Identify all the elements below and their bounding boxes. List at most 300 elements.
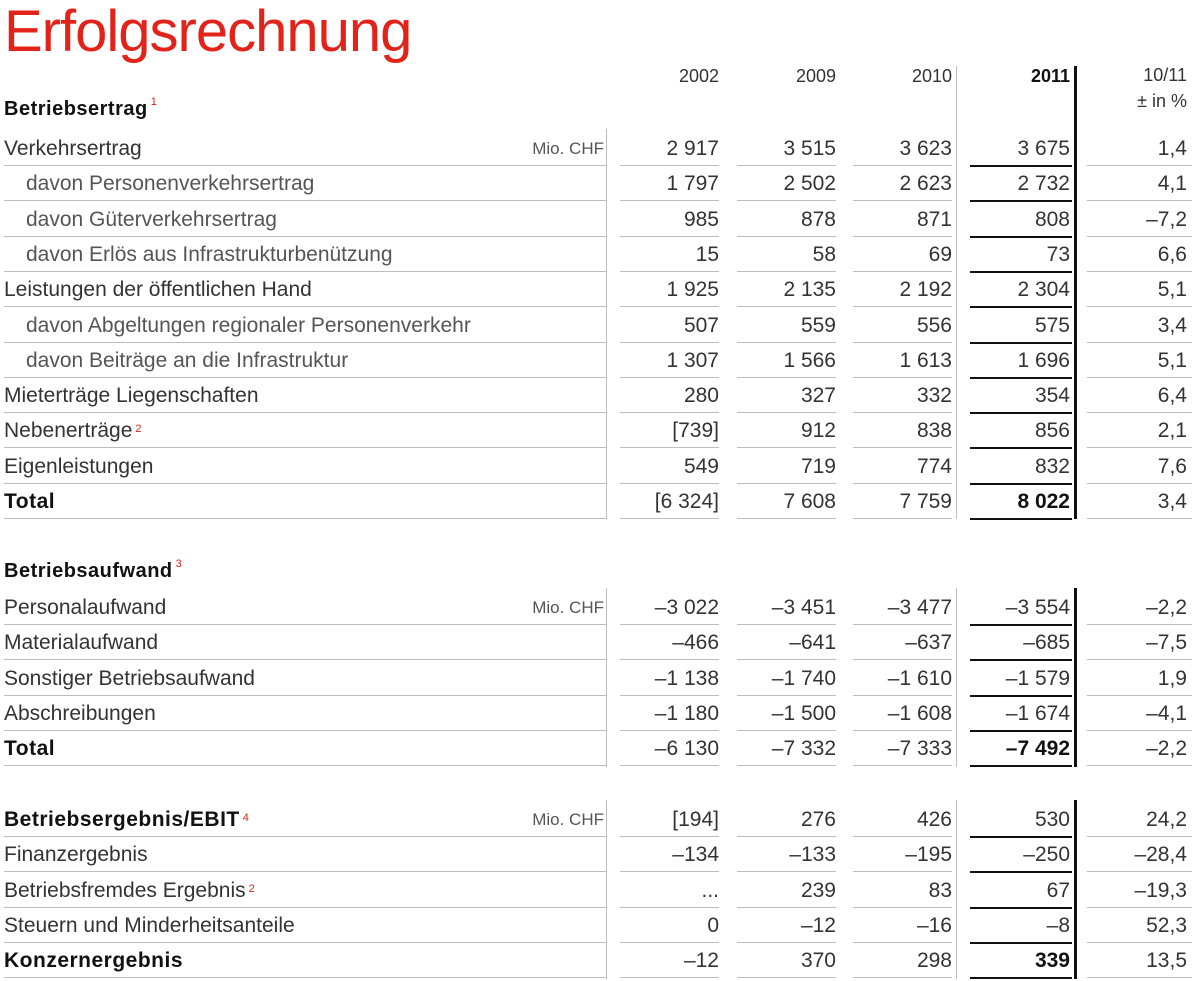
row-divider [620, 200, 719, 201]
cell-v2011: 67 [1046, 879, 1070, 902]
row-label-text: Total [4, 490, 56, 513]
row-divider [737, 659, 836, 660]
row-divider [853, 271, 952, 272]
column-header-2002: 2002 [678, 66, 719, 86]
cell-v2010: 426 [916, 808, 952, 831]
row-label-text: Materialaufwand [4, 631, 159, 654]
cell-v2002: –3 022 [654, 596, 719, 619]
row-divider [737, 377, 836, 378]
cell-v2002: 2 917 [666, 137, 719, 160]
row-divider [853, 977, 952, 978]
cell-v2002: 549 [683, 455, 719, 478]
row-label-text: Steuern und Minderheitsanteile [4, 914, 295, 937]
cell-v2009: –641 [789, 631, 836, 654]
column-header-2009: 2009 [795, 66, 836, 86]
cell-chg: 24,2 [1146, 808, 1187, 831]
row-divider [970, 271, 1072, 273]
cell-v2011: –685 [1023, 631, 1070, 654]
table-row [0, 908, 1197, 943]
row-divider [620, 907, 719, 908]
row-divider [970, 342, 1072, 344]
row-divider [853, 236, 952, 237]
table-row [0, 308, 1197, 343]
row-divider [853, 165, 952, 166]
row-divider [620, 518, 719, 519]
cell-chg: –19,3 [1134, 879, 1187, 902]
row-divider [620, 306, 719, 307]
table-row [0, 661, 1197, 696]
row-divider [620, 377, 719, 378]
cell-v2011: 575 [1034, 314, 1070, 337]
row-divider [737, 695, 836, 696]
row-divider [970, 518, 1072, 520]
cell-v2002: 1 307 [666, 349, 719, 372]
cell-v2011: 856 [1034, 419, 1070, 442]
cell-chg: 7,6 [1157, 455, 1187, 478]
row-divider [853, 377, 952, 378]
cell-v2009: –1 500 [771, 702, 836, 725]
cell-v2009: –7 332 [771, 737, 836, 760]
change-header-line2: ± in % [1137, 91, 1187, 111]
row-divider [1087, 483, 1192, 484]
row-divider [4, 695, 606, 696]
unit-label: Mio. CHF [532, 139, 604, 158]
row-divider [737, 412, 836, 413]
row-divider [970, 306, 1072, 308]
row-label [4, 590, 166, 624]
column-divider [956, 800, 957, 979]
cell-v2002: ... [701, 879, 719, 902]
row-divider [4, 871, 606, 872]
row-label [4, 661, 255, 695]
cell-v2010: –195 [905, 843, 952, 866]
cell-v2002: 507 [683, 314, 719, 337]
row-divider [4, 907, 606, 908]
row-divider [1087, 200, 1192, 201]
row-divider [620, 695, 719, 696]
row-divider [1087, 907, 1192, 908]
cell-v2009: 370 [800, 949, 836, 972]
row-divider [970, 377, 1072, 379]
cell-v2002: 280 [683, 384, 719, 407]
column-divider [956, 129, 957, 519]
unit-label: Mio. CHF [532, 810, 604, 829]
row-divider [1087, 977, 1192, 978]
cell-v2009: 7 608 [783, 490, 836, 513]
cell-v2010: 83 [928, 879, 952, 902]
row-divider [1087, 765, 1192, 766]
row-divider [970, 942, 1072, 944]
column-divider [1074, 66, 1077, 130]
row-divider [970, 907, 1072, 909]
row-label-text: Verkehrsertrag [4, 137, 142, 160]
cell-chg: 13,5 [1146, 949, 1187, 972]
row-divider [853, 200, 952, 201]
row-divider [620, 236, 719, 237]
cell-v2009: –12 [800, 914, 836, 937]
cell-v2010: –637 [905, 631, 952, 654]
row-divider [1087, 518, 1192, 519]
cell-chg: 3,4 [1157, 314, 1187, 337]
footnote-marker: 4 [242, 812, 249, 824]
cell-v2011: 1 696 [1017, 349, 1070, 372]
cell-chg: 6,6 [1157, 243, 1187, 266]
row-label-text: Finanzergebnis [4, 843, 148, 866]
table-row [0, 237, 1197, 272]
cell-chg: 1,9 [1157, 667, 1187, 690]
section-title-text: Betriebsaufwand [4, 560, 173, 582]
table-row [0, 449, 1197, 484]
section-title-betriebsertrag [4, 98, 157, 121]
row-divider [4, 942, 606, 943]
cell-chg: 5,1 [1157, 349, 1187, 372]
row-divider [970, 836, 1072, 838]
row-divider [1087, 836, 1192, 837]
row-divider [853, 624, 952, 625]
row-divider [4, 659, 606, 660]
row-divider [4, 236, 606, 237]
row-divider [853, 695, 952, 696]
cell-v2010: 2 623 [899, 172, 952, 195]
row-divider [853, 342, 952, 343]
column-divider [956, 588, 957, 767]
cell-v2002: –466 [672, 631, 719, 654]
cell-v2011: 832 [1034, 455, 1070, 478]
row-divider [970, 447, 1072, 449]
row-divider [4, 624, 606, 625]
row-label-text: Personalaufwand [4, 596, 167, 619]
cell-v2011: 2 732 [1017, 172, 1070, 195]
row-divider [737, 871, 836, 872]
cell-v2010: 298 [916, 949, 952, 972]
cell-v2011: –1 579 [1005, 667, 1070, 690]
row-divider [4, 377, 606, 378]
row-divider [620, 624, 719, 625]
row-divider [970, 412, 1072, 414]
row-divider [737, 836, 836, 837]
row-divider [1087, 624, 1192, 625]
cell-v2010: 7 759 [899, 490, 952, 513]
row-label-text: Mieterträge Liegenschaften [4, 384, 259, 407]
change-header-line1: 10/11 [1143, 65, 1187, 85]
row-divider [853, 942, 952, 943]
row-divider [4, 200, 606, 201]
row-divider [737, 730, 836, 731]
table-row [0, 802, 1197, 837]
row-divider [737, 907, 836, 908]
cell-chg: 52,3 [1146, 914, 1187, 937]
cell-v2009: 2 502 [783, 172, 836, 195]
row-divider [4, 977, 606, 978]
table-row [0, 873, 1197, 908]
row-label-text: davon Personenverkehrsertrag [26, 172, 315, 195]
row-divider [737, 483, 836, 484]
column-header-2011: 2011 [1030, 66, 1070, 86]
cell-chg: –7,5 [1146, 631, 1187, 654]
row-label [4, 943, 183, 977]
cell-v2010: 774 [916, 455, 952, 478]
cell-chg: –2,2 [1146, 596, 1187, 619]
table-row [0, 413, 1197, 448]
row-divider [1087, 342, 1192, 343]
cell-chg: 2,1 [1157, 419, 1187, 442]
row-label [4, 449, 153, 483]
row-label [4, 413, 142, 447]
row-divider [1087, 942, 1192, 943]
column-divider [606, 588, 607, 767]
row-label [26, 237, 393, 271]
row-divider [1087, 730, 1192, 731]
row-divider [4, 836, 606, 837]
row-divider [737, 518, 836, 519]
table-row [0, 625, 1197, 660]
row-label-text: Leistungen der öffentlichen Hand [4, 278, 312, 301]
row-label-text: Sonstiger Betriebsaufwand [4, 667, 255, 690]
row-label [4, 484, 55, 518]
table-row [0, 272, 1197, 307]
row-label-text: davon Güterverkehrsertrag [26, 208, 277, 231]
row-divider [1087, 271, 1192, 272]
cell-v2009: –133 [789, 843, 836, 866]
cell-v2011: 3 675 [1017, 137, 1070, 160]
row-label [4, 837, 148, 871]
row-divider [620, 412, 719, 413]
page-title: Erfolgsrechnung [4, 0, 412, 64]
row-divider [1087, 659, 1192, 660]
row-divider [1087, 236, 1192, 237]
cell-v2009: 2 135 [783, 278, 836, 301]
row-divider [620, 483, 719, 484]
row-label [4, 625, 158, 659]
row-divider [737, 942, 836, 943]
table-row [0, 202, 1197, 237]
cell-v2002: 985 [683, 208, 719, 231]
row-divider [620, 977, 719, 978]
footnote-marker: 1 [150, 96, 157, 108]
cell-v2010: –3 477 [887, 596, 952, 619]
cell-v2010: 1 613 [899, 349, 952, 372]
cell-chg: –7,2 [1146, 208, 1187, 231]
row-divider [620, 659, 719, 660]
row-divider [620, 942, 719, 943]
cell-v2002: [739] [672, 419, 719, 442]
cell-v2002: 1 797 [666, 172, 719, 195]
row-label [26, 202, 277, 236]
cell-v2002: [6 324] [654, 490, 719, 513]
row-divider [620, 165, 719, 166]
row-label-text: davon Abgeltungen regionaler Personenverkehr [26, 314, 471, 337]
row-divider [737, 342, 836, 343]
row-divider [970, 765, 1072, 767]
table-row [0, 166, 1197, 201]
column-divider [606, 129, 607, 519]
row-divider [970, 730, 1072, 732]
footnote-marker: 2 [248, 883, 255, 895]
row-label [4, 272, 312, 306]
row-label [4, 696, 156, 730]
table-row [0, 484, 1197, 519]
row-divider [970, 871, 1072, 873]
row-divider [853, 412, 952, 413]
row-divider [1087, 695, 1192, 696]
table-row [0, 590, 1197, 625]
cell-chg: 5,1 [1157, 278, 1187, 301]
row-divider [970, 695, 1072, 697]
cell-v2009: 327 [800, 384, 836, 407]
row-divider [970, 165, 1072, 167]
row-divider [737, 271, 836, 272]
cell-v2011: 808 [1034, 208, 1070, 231]
table-row [0, 378, 1197, 413]
cell-chg: –28,4 [1134, 843, 1187, 866]
row-divider [853, 907, 952, 908]
row-divider [1087, 447, 1192, 448]
row-divider [737, 306, 836, 307]
cell-v2011: 339 [1034, 949, 1070, 972]
column-divider [1074, 588, 1077, 767]
row-divider [737, 165, 836, 166]
column-divider [956, 66, 957, 130]
row-divider [970, 483, 1072, 485]
row-divider [620, 730, 719, 731]
cell-v2009: 3 515 [783, 137, 836, 160]
row-divider [970, 200, 1072, 202]
row-label-text: Konzernergebnis [4, 949, 184, 972]
row-divider [970, 659, 1072, 661]
row-divider [853, 447, 952, 448]
row-label-text: Total [4, 737, 56, 760]
row-label [26, 308, 471, 342]
table-row [0, 696, 1197, 731]
row-divider [1087, 871, 1192, 872]
row-label [4, 908, 295, 942]
row-divider [853, 659, 952, 660]
row-divider [4, 730, 606, 731]
row-divider [737, 624, 836, 625]
row-divider [620, 765, 719, 766]
cell-v2009: 559 [800, 314, 836, 337]
cell-v2010: 556 [916, 314, 952, 337]
cell-v2011: 354 [1034, 384, 1070, 407]
row-divider [737, 236, 836, 237]
cell-v2009: 276 [800, 808, 836, 831]
cell-v2002: 1 925 [666, 278, 719, 301]
row-divider [737, 977, 836, 978]
row-divider [4, 165, 606, 166]
section-title-betriebsaufwand [4, 560, 182, 583]
cell-v2011: 530 [1034, 808, 1070, 831]
cell-v2002: 0 [707, 914, 719, 937]
row-label [4, 731, 55, 765]
row-divider [970, 624, 1072, 626]
cell-v2009: 878 [800, 208, 836, 231]
cell-chg: 3,4 [1157, 490, 1187, 513]
row-divider [853, 306, 952, 307]
column-divider [1074, 800, 1077, 979]
cell-v2010: –1 608 [887, 702, 952, 725]
cell-v2010: –16 [916, 914, 952, 937]
cell-chg: 6,4 [1157, 384, 1187, 407]
row-divider [1087, 412, 1192, 413]
cell-v2009: 239 [800, 879, 836, 902]
table-row [0, 837, 1197, 872]
cell-v2009: –1 740 [771, 667, 836, 690]
row-divider [853, 836, 952, 837]
cell-v2002: –134 [672, 843, 719, 866]
cell-v2010: 332 [916, 384, 952, 407]
row-label [26, 166, 314, 200]
cell-v2010: –1 610 [887, 667, 952, 690]
cell-v2002: –1 138 [654, 667, 719, 690]
column-divider [606, 800, 607, 979]
cell-v2010: 69 [928, 243, 952, 266]
table-row [0, 943, 1197, 978]
row-divider [620, 342, 719, 343]
column-divider [1074, 129, 1077, 519]
row-divider [737, 447, 836, 448]
row-label [4, 131, 142, 165]
cell-v2002: –12 [683, 949, 719, 972]
cell-v2010: –7 333 [887, 737, 952, 760]
cell-v2002: –1 180 [654, 702, 719, 725]
row-label [4, 873, 255, 907]
cell-v2002: –6 130 [654, 737, 719, 760]
row-divider [853, 765, 952, 766]
column-header-change [1087, 62, 1187, 114]
footnote-marker: 3 [175, 558, 182, 570]
cell-v2010: 838 [916, 419, 952, 442]
cell-chg: 1,4 [1157, 137, 1187, 160]
row-divider [737, 200, 836, 201]
cell-v2011: –1 674 [1005, 702, 1070, 725]
row-label-text: Betriebsergebnis/EBIT [4, 808, 240, 831]
footnote-marker: 2 [135, 423, 142, 435]
table-row [0, 731, 1197, 766]
row-divider [4, 765, 606, 766]
cell-v2011: 73 [1046, 243, 1070, 266]
cell-v2009: 719 [800, 455, 836, 478]
row-divider [4, 412, 606, 413]
row-divider [853, 730, 952, 731]
row-label-text: davon Erlös aus Infrastrukturbenützung [26, 243, 393, 266]
row-divider [1087, 377, 1192, 378]
cell-v2011: –8 [1046, 914, 1070, 937]
row-divider [4, 518, 606, 519]
cell-chg: –2,2 [1146, 737, 1187, 760]
row-divider [4, 342, 606, 343]
row-divider [737, 765, 836, 766]
row-divider [620, 271, 719, 272]
row-label-text: Betriebsfremdes Ergebnis [4, 879, 246, 902]
cell-v2009: 1 566 [783, 349, 836, 372]
row-divider [853, 871, 952, 872]
cell-v2009: –3 451 [771, 596, 836, 619]
cell-v2011: –7 492 [1005, 737, 1070, 760]
cell-chg: –4,1 [1146, 702, 1187, 725]
row-divider [853, 518, 952, 519]
row-label [26, 343, 348, 377]
row-label-text: davon Beiträge an die Infrastruktur [26, 349, 349, 372]
row-divider [970, 977, 1072, 979]
table-row [0, 131, 1197, 166]
cell-v2010: 3 623 [899, 137, 952, 160]
table-row [0, 343, 1197, 378]
row-divider [620, 836, 719, 837]
row-label-text: Abschreibungen [4, 702, 156, 725]
cell-v2011: 8 022 [1017, 490, 1070, 513]
row-divider [1087, 165, 1192, 166]
row-label-text: Eigenleistungen [4, 455, 154, 478]
